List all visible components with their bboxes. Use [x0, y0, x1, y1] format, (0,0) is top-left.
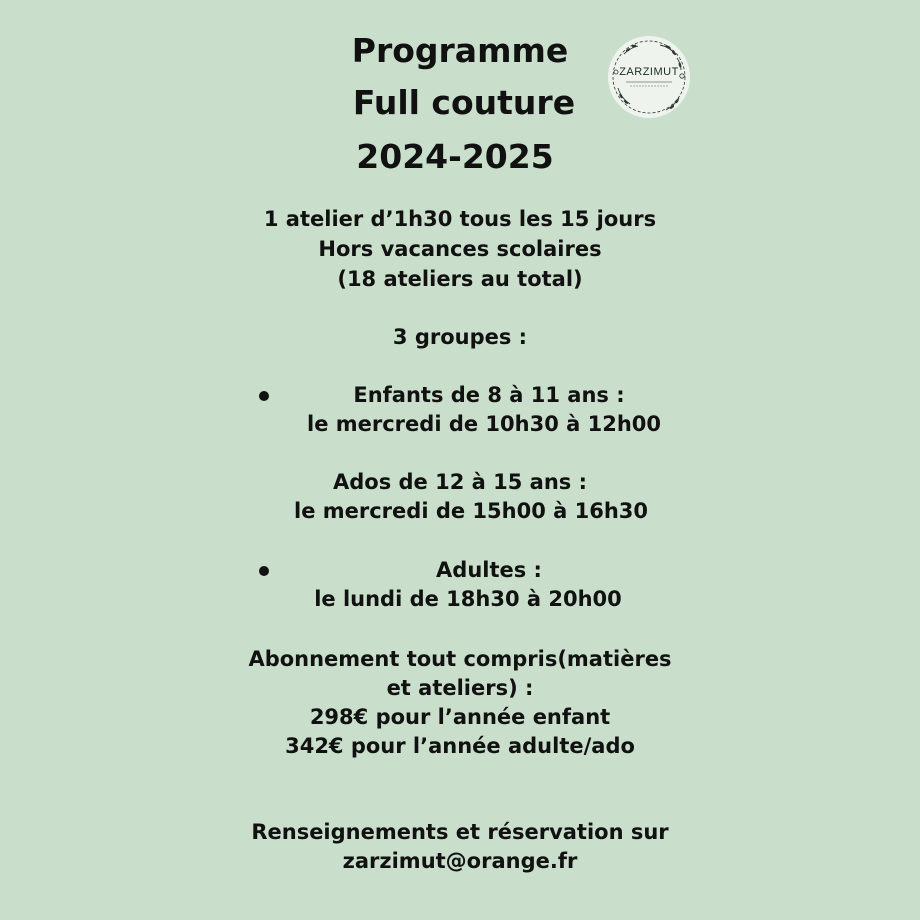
- groups-heading: 3 groupes :: [392, 325, 528, 349]
- pricing-adult: 342€ pour l’année adulte/ado: [285, 734, 635, 758]
- title-line-3: 2024-2025: [356, 137, 554, 176]
- group-children-schedule: le mercredi de 10h30 à 12h00: [307, 412, 661, 436]
- pricing-line-1: Abonnement tout compris(matières: [248, 647, 672, 671]
- group-children-name: Enfants de 8 à 11 ans :: [353, 383, 625, 407]
- pricing-child: 298€ pour l’année enfant: [309, 705, 611, 729]
- intro-line-2: Hors vacances scolaires: [318, 237, 602, 261]
- title-line-2: Full couture: [352, 83, 576, 122]
- group-adults-schedule: le lundi de 18h30 à 20h00: [314, 587, 622, 611]
- contact-email: zarzimut@orange.fr: [342, 849, 578, 873]
- group-adults-name: Adultes :: [436, 558, 542, 582]
- pricing-line-2: et ateliers) :: [386, 676, 534, 700]
- group-teens-schedule: le mercredi de 15h00 à 16h30: [294, 499, 648, 523]
- logo-name: ZARZIMUT: [619, 66, 679, 78]
- intro-line-1: 1 atelier d’1h30 tous les 15 jours: [263, 207, 657, 231]
- zarzimut-logo: [604, 32, 694, 122]
- contact-line-1: Renseignements et réservation sur: [251, 820, 669, 844]
- group-teens-name: Ados de 12 à 15 ans :: [333, 470, 587, 494]
- title-line-1: Programme: [351, 31, 569, 70]
- intro-line-3: (18 ateliers au total): [337, 267, 583, 291]
